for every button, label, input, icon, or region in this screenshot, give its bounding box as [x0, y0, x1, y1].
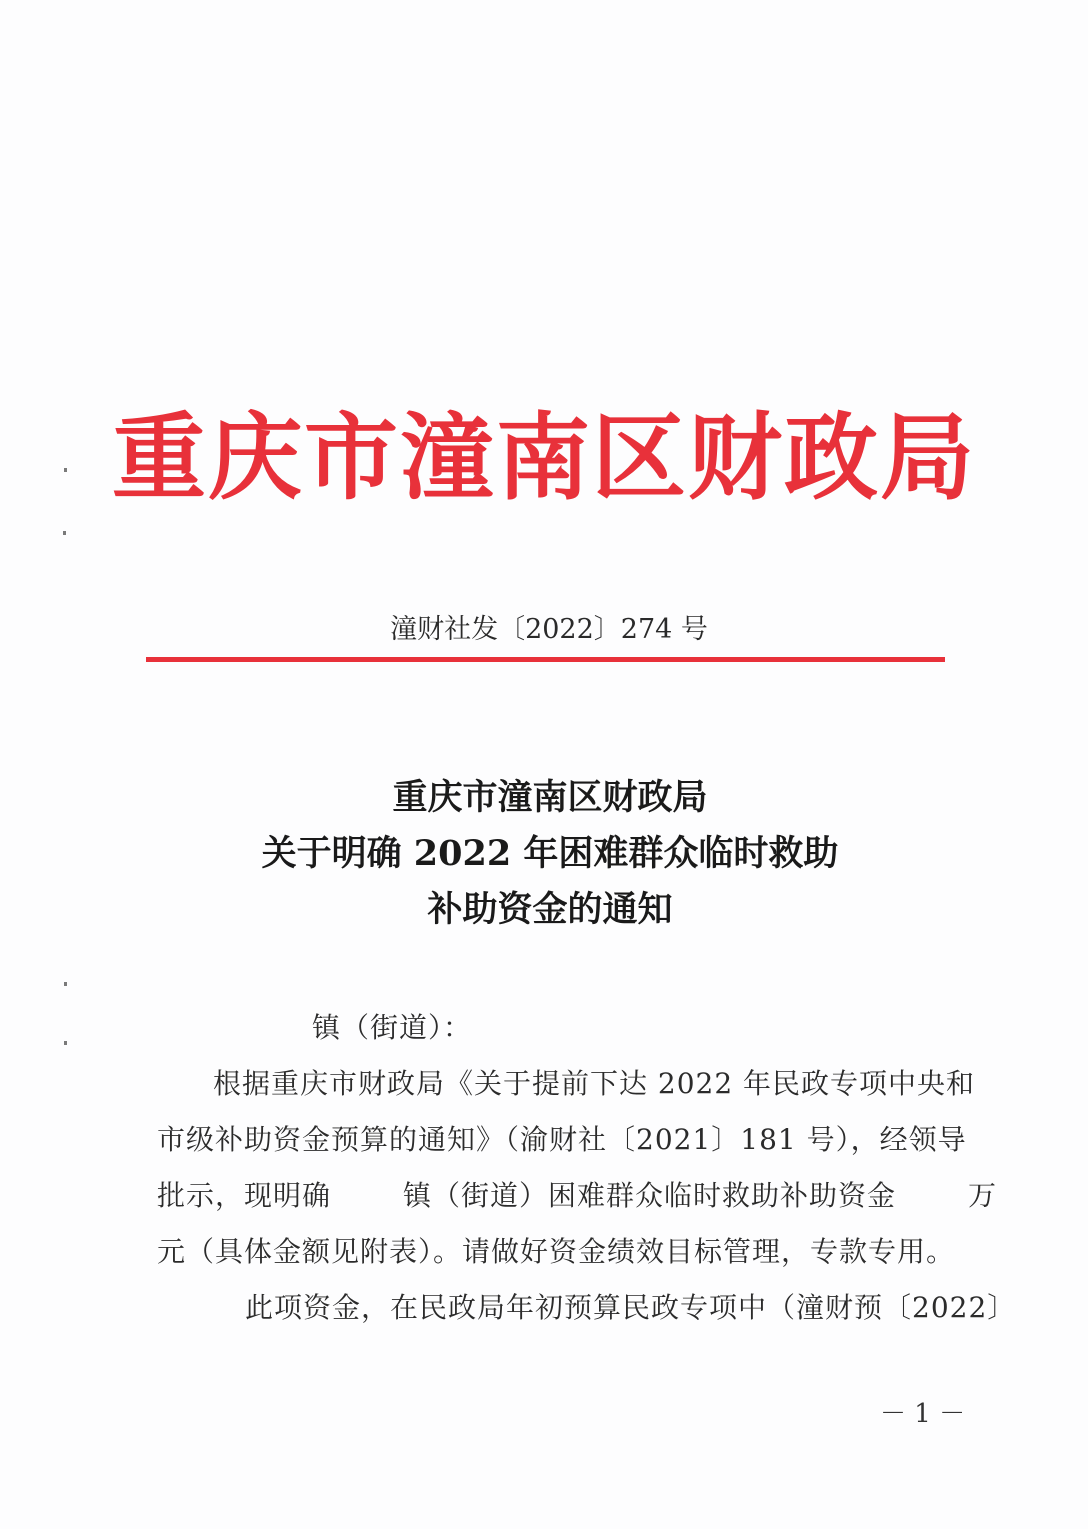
document-title [0, 770, 1088, 938]
document-body [157, 1000, 1017, 1336]
body-line: 此项资金，在民政局年初预算民政专项中（潼财预〔2022〕 [245, 1291, 1017, 1324]
body-fragment: 镇（街道）困难群众临时救助补助资金 [403, 1179, 897, 1212]
scan-dot [64, 468, 67, 472]
title-line-1: 重庆市潼南区财政局 [392, 777, 708, 818]
title-line-2: 关于明确 2022 年困难群众临时救助 [261, 833, 839, 874]
document-number: 潼财社发〔2022〕274 号 [390, 614, 708, 645]
page-number: － 1 － [880, 1399, 966, 1429]
salutation: 镇（街道）： [312, 1011, 473, 1044]
body-fragment: 万 [968, 1179, 998, 1212]
body-line: 元（具体金额见附表）。请做好资金绩效目标管理，专款专用。 [157, 1235, 956, 1268]
body-fragment: 批示，现明确 [157, 1179, 332, 1212]
title-line-3: 补助资金的通知 [427, 889, 673, 930]
body-line-with-blanks [157, 1168, 998, 1224]
scan-dot [64, 1041, 67, 1045]
red-divider-line [146, 657, 945, 662]
body-line: 根据重庆市财政局《关于提前下达 2022 年民政专项中央和 [213, 1067, 976, 1100]
body-line: 市级补助资金预算的通知》（渝财社〔2021〕181 号），经领导 [157, 1123, 967, 1156]
agency-title: 重庆市潼南区财政局 [111, 403, 976, 513]
scan-dot [63, 531, 66, 535]
scan-dot [64, 982, 67, 986]
